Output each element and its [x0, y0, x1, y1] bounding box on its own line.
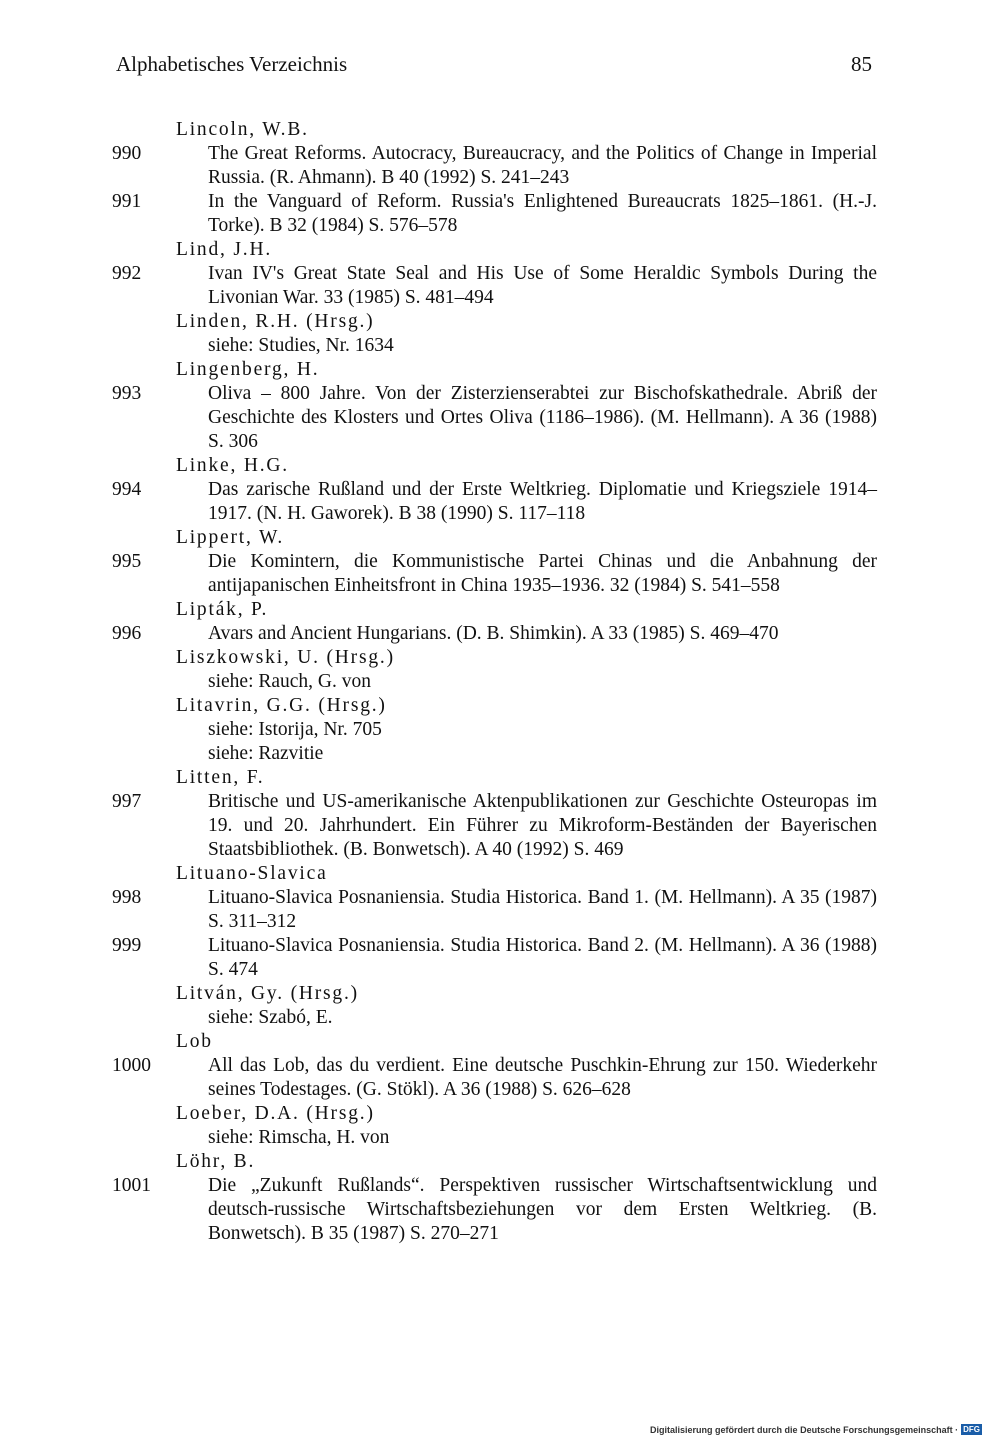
entry-text: The Great Reforms. Autocracy, Bureaucracy, and the Politics of Change in Imperial Russia. (R. Ahmann). B 40 (1992) S. 241–243 [208, 143, 877, 188]
entry-number: 996 [112, 623, 142, 644]
author-heading: Lipták, P. [176, 599, 269, 620]
author-heading: Linke, H.G. [176, 455, 289, 476]
author-heading: Löhr, B. [176, 1151, 256, 1172]
author-heading: Litván, Gy. (Hrsg.) [176, 983, 359, 1004]
entry-text: Lituano-Slavica Posnaniensia. Studia Historica. Band 1. (M. Hellmann). A 35 (1987) S. 311–312 [208, 887, 877, 932]
entry-text: Lituano-Slavica Posnaniensia. Studia Historica. Band 2. (M. Hellmann). A 36 (1988) S. 474 [208, 935, 877, 980]
see-reference: siehe: Razvitie [208, 743, 324, 764]
entry-number: 990 [112, 143, 142, 164]
entry-text: Britische und US-amerikanische Aktenpublikationen zur Geschichte Osteuropas im 19. und 20. Jahrhundert. Ein Führer zu Mikroform-Beständen der Bayerischen Staatsbibliothek. (B. Bonwetsch). A 40 (1992) S. 469 [208, 791, 877, 860]
author-heading: Lind, J.H. [176, 239, 272, 260]
entry-text: Die Komintern, die Kommunistische Partei Chinas und die Anbahnung der antijapanischen Einheitsfront in China 1935–1936. 32 (1984) S. 541–558 [208, 551, 877, 596]
see-reference: siehe: Istorija, Nr. 705 [208, 719, 382, 740]
author-heading: Lippert, W. [176, 527, 285, 548]
entry-text: Die „Zukunft Rußlands“. Perspektiven russischer Wirtschaftsentwicklung und deutsch-russische Wirtschaftsbeziehungen vor dem Ersten Weltkrieg. (B. Bonwetsch). B 35 (1987) S. 270–271 [208, 1175, 877, 1244]
author-heading: Lituano-Slavica [176, 863, 328, 884]
entry-number: 994 [112, 479, 142, 500]
index-entry [112, 1174, 877, 1246]
author-heading: Liszkowski, U. (Hrsg.) [176, 647, 395, 668]
index-entry [112, 262, 877, 310]
index-entry [112, 142, 877, 190]
entry-number: 995 [112, 551, 142, 572]
entry-text: Oliva – 800 Jahre. Von der Zisterzienserabtei zur Bischofskathedrale. Abriß der Geschichte des Klosters und Ortes Oliva (1186–1986). (M. Hellmann). A 36 (1988) S. 306 [208, 383, 877, 452]
author-heading: Litten, F. [176, 767, 265, 788]
entry-text: All das Lob, das du verdient. Eine deutsche Puschkin-Ehrung zur 150. Wiederkehr seines Todestages. (G. Stökl). A 36 (1988) S. 626–628 [208, 1055, 877, 1100]
author-heading: Loeber, D.A. (Hrsg.) [176, 1103, 375, 1124]
see-reference: siehe: Szabó, E. [208, 1007, 333, 1028]
author-heading: Linden, R.H. (Hrsg.) [176, 311, 375, 332]
entry-text: Das zarische Rußland und der Erste Weltkrieg. Diplomatie und Kriegsziele 1914–1917. (N. H. Gaworek). B 38 (1990) S. 117–118 [208, 479, 877, 524]
index-entry [112, 550, 877, 598]
entry-text: In the Vanguard of Reform. Russia's Enlightened Bureaucrats 1825–1861. (H.-J. Torke). B 32 (1984) S. 576–578 [208, 191, 877, 236]
page-title: Alphabetisches Verzeichnis [116, 52, 348, 76]
index-entry [112, 1054, 877, 1102]
page-number: 85 [851, 52, 872, 76]
footer-text: Digitalisierung gefördert durch die Deutsche Forschungsgemeinschaft · [650, 1424, 959, 1435]
index-entry [112, 190, 877, 238]
entry-text: Avars and Ancient Hungarians. (D. B. Shimkin). A 33 (1985) S. 469–470 [208, 623, 779, 644]
index-entry [112, 934, 877, 982]
entry-number: 999 [112, 935, 142, 956]
entry-number: 993 [112, 383, 142, 404]
index-entry [112, 622, 877, 646]
index-entry [112, 886, 877, 934]
author-heading: Lob [176, 1031, 213, 1052]
author-heading: Lingenberg, H. [176, 359, 320, 380]
entry-number: 1000 [112, 1055, 151, 1076]
author-heading: Litavrin, G.G. (Hrsg.) [176, 695, 387, 716]
index-entry [112, 478, 877, 526]
index-entry [112, 790, 877, 862]
entry-number: 991 [112, 191, 142, 212]
dfg-logo: DFG [963, 1425, 980, 1434]
author-heading: Lincoln, W.B. [176, 119, 309, 140]
entry-number: 992 [112, 263, 142, 284]
entry-number: 1001 [112, 1175, 151, 1196]
see-reference: siehe: Studies, Nr. 1634 [208, 335, 394, 356]
page-header [116, 52, 872, 77]
entry-number: 998 [112, 887, 142, 908]
entry-text: Ivan IV's Great State Seal and His Use of Some Heraldic Symbols During the Livonian War. 33 (1985) S. 481–494 [208, 263, 877, 308]
index-list [112, 118, 877, 1246]
index-entry [112, 382, 877, 454]
see-reference: siehe: Rimscha, H. von [208, 1127, 390, 1148]
see-reference: siehe: Rauch, G. von [208, 671, 372, 692]
entry-number: 997 [112, 791, 142, 812]
footer [650, 1424, 982, 1435]
